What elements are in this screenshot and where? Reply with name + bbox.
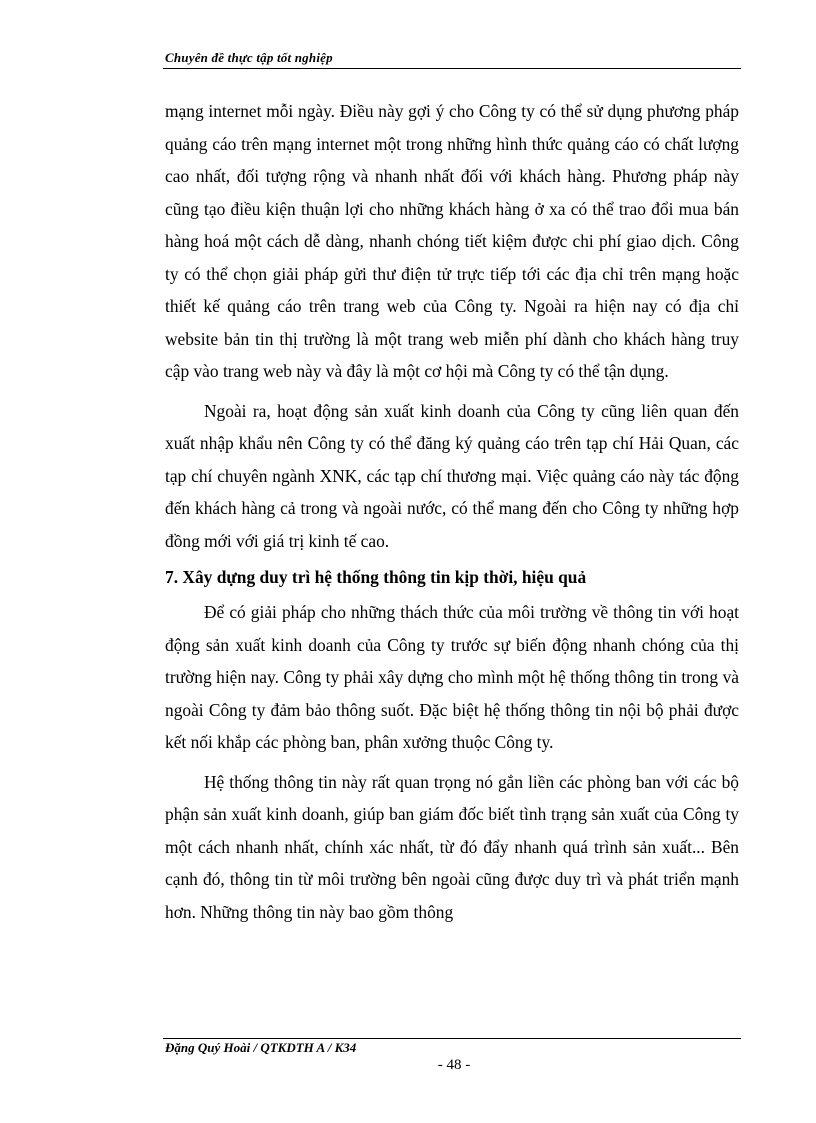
header-title: Chuyên đề thực tập tốt nghiệp [165,50,333,65]
page-number: - 48 - [437,1057,471,1073]
paragraph-information-importance: Hệ thống thông tin này rất quan trọng nó gắn liền các phòng ban với các bộ phận sản xuất kinh doanh, giúp ban giám đốc biết tình trạng sản xuất của Công ty một cách nhanh nhất, chính xác nhất, từ đó đẩy nhanh quá trình sản xuất... Bên cạnh đó, thông tin từ môi trường bên ngoài cũng được duy trì và phát triển mạnh hơn. Những thông tin này bao gồm thông [165,771,739,922]
paragraph-internet-advertising: mạng internet mỗi ngày. Điều này gợi ý cho Công ty có thể sử dụng phương pháp quảng cáo trên mạng internet một trong những hình thức quảng cáo có chất lượng cao nhất, đối tượng rộng và nhanh nhất đối với khách hàng. Phương pháp này cũng tạo điều kiện thuận lợi cho những khách hàng ở xa có thể trao đổi mua bán hàng hoá một cách dễ dàng, nhanh chóng tiết kiệm được chi phí giao dịch. Công ty có thể chọn giải pháp gửi thư điện tử trực tiếp tới các địa chỉ trên mạng hoặc thiết kế quảng cáo trên trang web của Công ty. Ngoài ra hiện nay có địa chỉ website bản tin thị trường là một trang web miễn phí dành cho khách hàng truy cập vào trang web này và đây là một cơ hội mà Công ty có thể tận dụng. [165,101,739,381]
section-heading: 7. Xây dựng duy trì hệ thống thông tin kịp thời, hiệu quả [165,567,587,587]
footer-divider [163,1038,741,1039]
footer-author: Đặng Quý Hoài / QTKDTH A / K34 [165,1040,357,1055]
page-header [163,48,741,69]
paragraph-information-system: Để có giải pháp cho những thách thức của môi trường về thông tin với hoạt động sản xuất kinh doanh của Công ty trước sự biến động nhanh chóng của thị trường hiện nay. Công ty phải xây dựng cho mình một hệ thống thông tin trong và ngoài Công ty đảm bảo thông suốt. Đặc biệt hệ thống thông tin nội bộ phải được kết nối khắp các phòng ban, phân xưởng thuộc Công ty. [165,602,739,752]
paragraph-magazine-advertising: Ngoài ra, hoạt động sản xuất kinh doanh của Công ty cũng liên quan đến xuất nhập khẩu nên Công ty có thể đăng ký quảng cáo trên tạp chí Hải Quan, các tạp chí chuyên ngành XNK, các tạp chí thương mại. Việc quảng cáo này tác động đến khách hàng cả trong và ngoài nước, có thể mang đến cho Công ty những hợp đồng mới với giá trị kinh tế cao. [165,400,739,551]
document-body [165,95,739,935]
